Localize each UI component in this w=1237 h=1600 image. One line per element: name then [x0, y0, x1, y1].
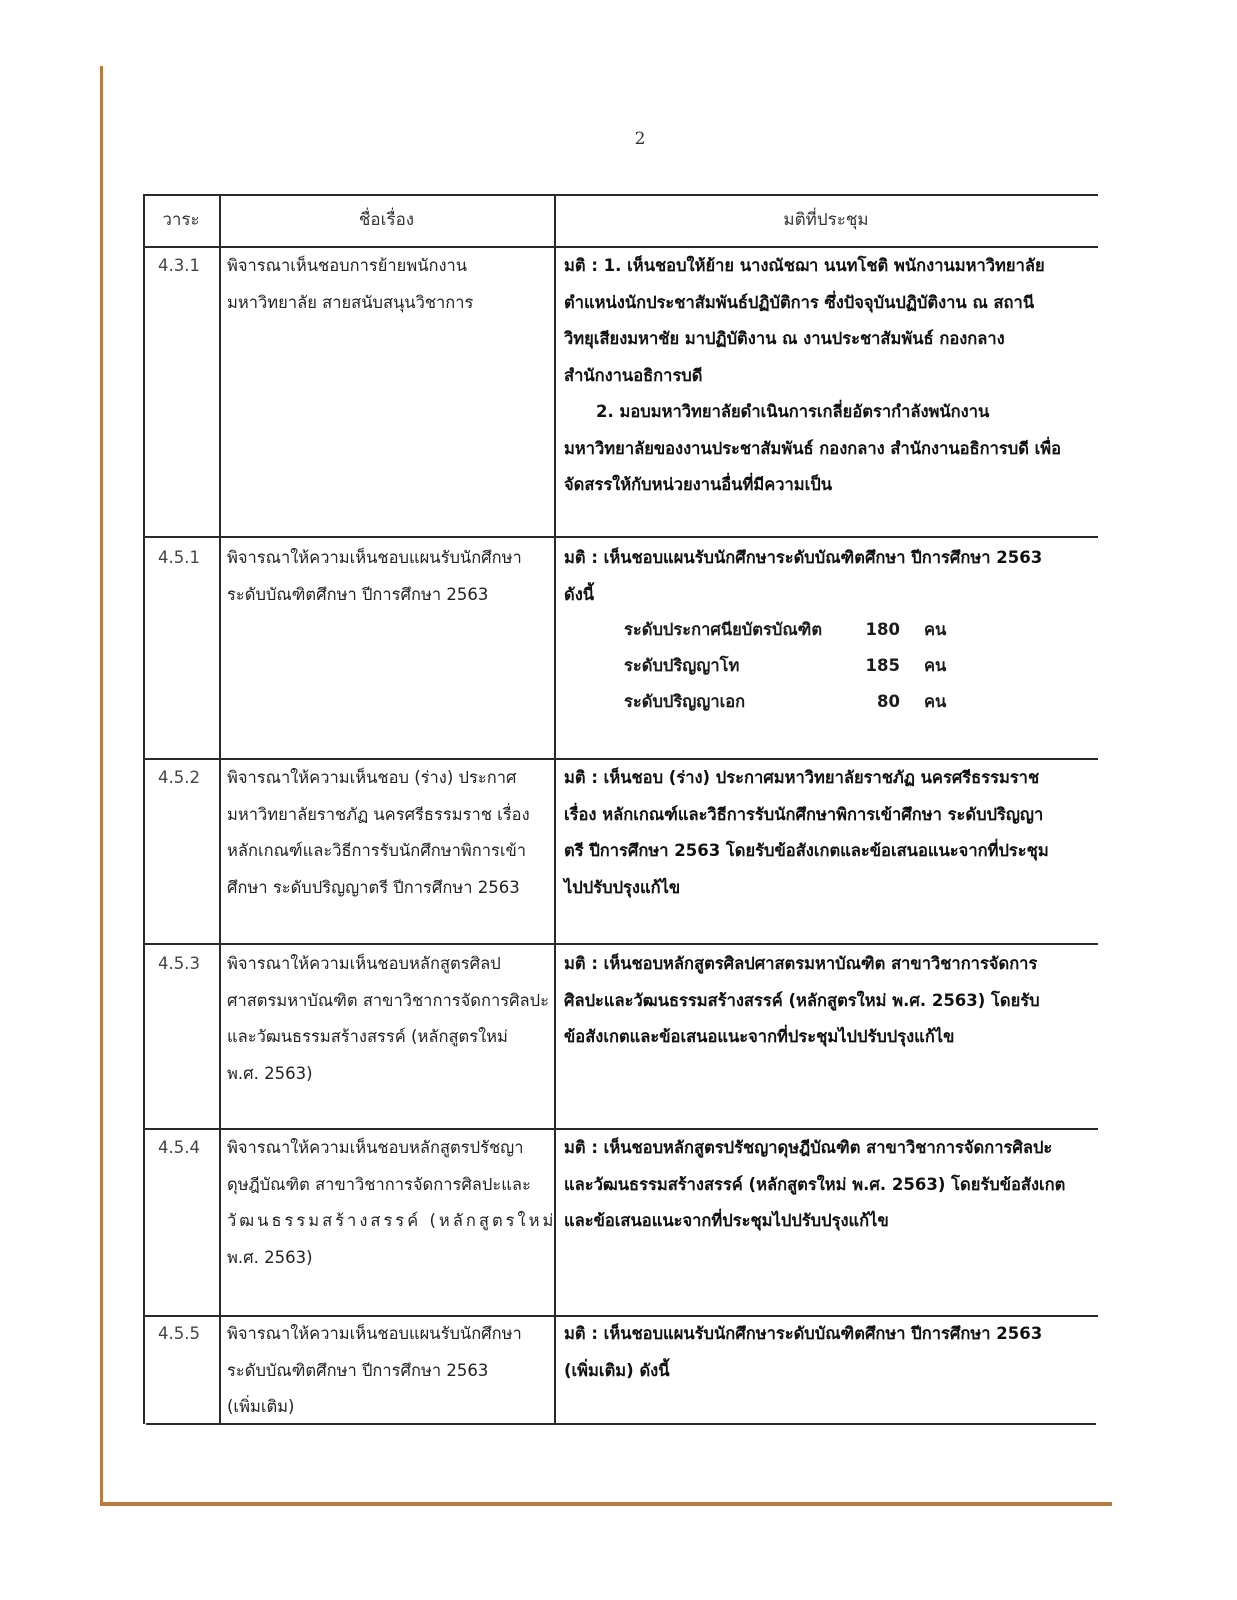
resolution-line: มติ : เห็นชอบ (ร่าง) ประกาศมหาวิทยาลัยราชภัฏ นครศรีธรรมราช: [564, 768, 1040, 787]
resolution-cell: [564, 1316, 1042, 1389]
topic-line: มหาวิทยาลัย สายสนับสนุนวิชาการ: [227, 292, 474, 312]
topic-line: พิจารณาเห็นชอบการย้ายพนักงาน: [227, 256, 468, 275]
topic-cell: [227, 1130, 556, 1276]
item-number: 4.5.4: [158, 1138, 200, 1157]
topic-cell: [227, 248, 473, 321]
quota-count: 80: [877, 692, 900, 711]
topic-cell: [227, 1316, 522, 1426]
resolution-line: และวัฒนธรรมสร้างสรรค์ (หลักสูตรใหม่ พ.ศ. 2563) โดยรับข้อสังเกต: [564, 1174, 1066, 1194]
topic-line: ระดับบัณฑิตศึกษา ปีการศึกษา 2563: [227, 584, 489, 604]
topic-line: พิจารณาให้ความเห็นชอบหลักสูตรปรัชญา: [227, 1138, 524, 1157]
topic-line: (เพิ่มเติม): [227, 1397, 295, 1416]
resolution-line: จัดสรรให้กับหน่วยงานอื่นที่มีความเป็น: [564, 475, 833, 494]
resolution-line: มติ : เห็นชอบหลักสูตรศิลปศาสตรมหาบัณฑิต สาขาวิชาการจัดการ: [564, 954, 1038, 973]
resolution-cell: [564, 248, 1061, 504]
resolution-line: และข้อเสนอแนะจากที่ประชุมไปปรับปรุงแก้ไข: [564, 1211, 889, 1230]
resolution-line: (เพิ่มเติม) ดังนี้: [564, 1360, 670, 1380]
topic-line: พ.ศ. 2563): [227, 1247, 313, 1267]
topic-cell: [227, 946, 549, 1092]
topic-line: ศึกษา ระดับปริญญาตรี ปีการศึกษา 2563: [227, 877, 520, 897]
quota-level: ระดับปริญญาโท: [624, 656, 740, 675]
quota-row: [624, 684, 984, 720]
resolution-line: มหาวิทยาลัยของงานประชาสัมพันธ์ กองกลาง สำนักงานอธิการบดี เพื่อ: [564, 438, 1062, 458]
topic-line: ศาสตรมหาบัณฑิต สาขาวิชาการจัดการศิลปะ: [227, 990, 549, 1010]
page-number: 2: [634, 129, 646, 149]
topic-cell: [227, 540, 522, 613]
topic-line: หลักเกณฑ์และวิธีการรับนักศึกษาพิการเข้า: [227, 841, 527, 860]
resolution-cell: [564, 540, 1042, 613]
resolution-line: ศิลปะและวัฒนธรรมสร้างสรรค์ (หลักสูตรใหม่ พ.ศ. 2563) โดยรับ: [564, 990, 1040, 1010]
table-rule: [219, 194, 221, 1424]
resolution-cell: [564, 946, 1040, 1056]
resolution-line: สำนักงานอธิการบดี: [564, 365, 703, 385]
header-topic: ชื่อเรื่อง: [358, 210, 415, 230]
resolution-line: มติ : เห็นชอบแผนรับนักศึกษาระดับบัณฑิตศึกษา ปีการศึกษา 2563: [564, 548, 1043, 567]
quota-count: 185: [865, 656, 900, 675]
quota-level: ระดับปริญญาเอก: [624, 692, 746, 711]
item-number: 4.5.1: [158, 548, 200, 567]
topic-line: มหาวิทยาลัยราชภัฏ นครศรีธรรมราช เรื่อง: [227, 804, 530, 824]
resolution-line: ตรี ปีการศึกษา 2563 โดยรับข้อสังเกตและข้อเสนอแนะจากที่ประชุม: [564, 841, 1049, 860]
resolution-line: ข้อสังเกตและข้อเสนอแนะจากที่ประชุมไปปรับปรุงแก้ไข: [564, 1027, 955, 1046]
quota-list: [624, 612, 984, 720]
resolution-line: ดังนี้: [564, 584, 595, 604]
quota-unit: คน: [924, 620, 947, 639]
topic-line: พิจารณาให้ความเห็นชอบแผนรับนักศึกษา: [227, 548, 522, 567]
topic-cell: [227, 760, 530, 906]
topic-line: พิจารณาให้ความเห็นชอบ (ร่าง) ประกาศ: [227, 768, 517, 787]
table-rule: [143, 194, 145, 1424]
resolution-line: มติ : เห็นชอบหลักสูตรปรัชญาดุษฎีบัณฑิต สาขาวิชาการจัดการศิลปะ: [564, 1138, 1053, 1157]
scan-edge-left: [100, 66, 103, 1506]
resolution-line: ตำแหน่งนักประชาสัมพันธ์ปฏิบัติการ ซึ่งปัจจุบันปฏิบัติงาน ณ สถานี: [564, 292, 1035, 312]
header-item: วาระ: [162, 210, 200, 230]
table-rule: [143, 536, 1098, 538]
quota-row: [624, 612, 984, 648]
header-resolution: มติที่ประชุม: [783, 210, 869, 230]
resolution-line: มติ : เห็นชอบแผนรับนักศึกษาระดับบัณฑิตศึกษา ปีการศึกษา 2563: [564, 1324, 1043, 1343]
resolution-cell: [564, 1130, 1065, 1240]
quota-unit: คน: [924, 692, 947, 711]
resolution-line: มติ : 1. เห็นชอบให้ย้าย นางณัชฌา นนทโชติ พนักงานมหาวิทยาลัย: [564, 256, 1045, 275]
item-number: 4.5.5: [158, 1324, 200, 1343]
topic-line: ระดับบัณฑิตศึกษา ปีการศึกษา 2563: [227, 1360, 489, 1380]
resolution-line: 2. มอบมหาวิทยาลัยดำเนินการเกลี่ยอัตรากำลังพนักงาน: [596, 402, 990, 421]
topic-line: พิจารณาให้ความเห็นชอบแผนรับนักศึกษา: [227, 1324, 522, 1343]
table-rule: [143, 943, 1098, 945]
quota-count: 180: [865, 620, 900, 639]
item-number: 4.5.3: [158, 954, 200, 973]
quota-unit: คน: [924, 656, 947, 675]
topic-line: และวัฒนธรรมสร้างสรรค์ (หลักสูตรใหม่: [227, 1027, 508, 1046]
resolution-line: เรื่อง หลักเกณฑ์และวิธีการรับนักศึกษาพิการเข้าศึกษา ระดับปริญญา: [564, 804, 1044, 824]
resolution-line: วิทยุเสียงมหาชัย มาปฏิบัติงาน ณ งานประชาสัมพันธ์ กองกลาง: [564, 329, 1005, 348]
topic-line: พ.ศ. 2563): [227, 1063, 313, 1083]
item-number: 4.5.2: [158, 768, 200, 787]
topic-line: พิจารณาให้ความเห็นชอบหลักสูตรศิลป: [227, 954, 501, 973]
resolution-table: [143, 194, 1098, 1430]
scan-edge-bottom: [100, 1502, 1112, 1506]
resolution-cell: [564, 760, 1049, 906]
quota-row: [624, 648, 984, 684]
topic-line: วัฒนธรรมสร้างสรรค์ (หลักสูตรใหม่: [227, 1211, 557, 1230]
quota-level: ระดับประกาศนียบัตรบัณฑิต: [624, 620, 823, 639]
topic-line: ดุษฎีบัณฑิต สาขาวิชาการจัดการศิลปะและ: [227, 1174, 531, 1194]
item-number: 4.3.1: [158, 256, 200, 275]
resolution-line: ไปปรับปรุงแก้ไข: [564, 877, 681, 897]
